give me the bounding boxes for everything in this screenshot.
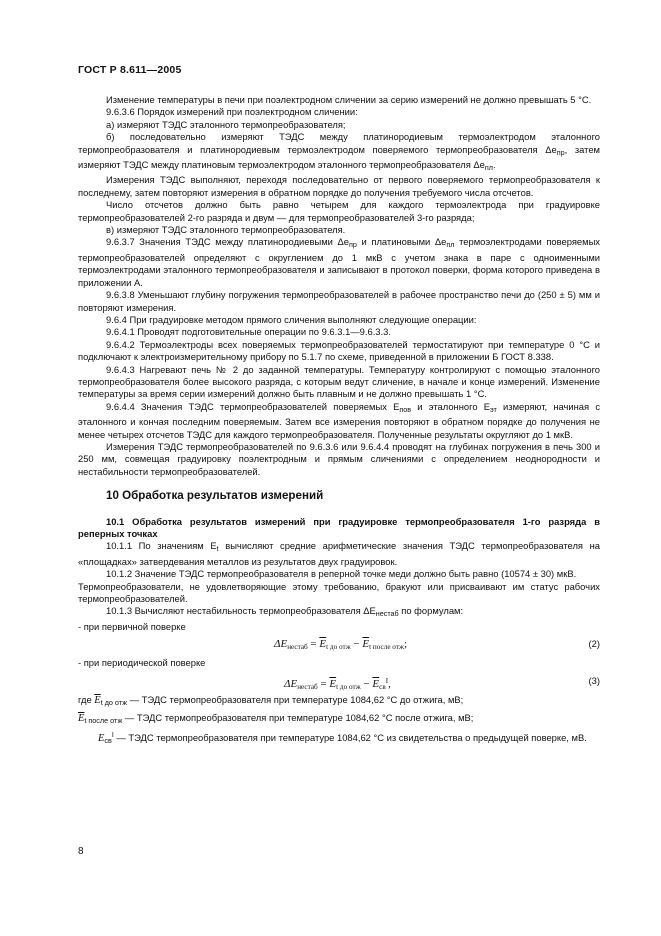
- paragraph: Число отсчетов должно быть равно четырем для каждого термоэлектрода при градуировке термопреобразователей 2-го разряда и двум — для термопреобразователей 3-го разряда;: [78, 199, 600, 223]
- paragraph: 10.1.2 Значение ТЭДС термопреобразователя в реперной точке меди должно быть равно (10574 ± 30) мкВ.: [106, 568, 577, 580]
- paragraph: 10.1.3 Вычисляют нестабильность термопреобразователя $\Delta E_{нестаб}$ по формулам:: [106, 605, 464, 619]
- where-item: где $\overline{E}_{t до отж}$ — ТЭДС термопреобразователя при температуре 1084,62 °С до отжига, мВ;: [78, 693, 464, 707]
- formula-number: (2): [588, 638, 600, 650]
- standard-header: ГОСТ Р 8.611—2005: [78, 64, 182, 76]
- paragraph: 9.6.3.6 Порядок измерений при поэлектродном сличении:: [106, 106, 358, 118]
- paragraph: 9.6.4.4 Значения ТЭДС термопреобразователей поверяемых $E_{пов}$ и эталонного $E_{эт}$ измеряют, начиная с эталонного и кончая последним поверяемым. Затем все измерения повторяют в обратном порядке до получения не менее четырех отсчетов ТЭДС для каждого термопреобразователя. Полученные результаты округляют до 1 мкВ.: [78, 400, 601, 440]
- list-item: а) измеряют ТЭДС эталонного термопреобразователя;: [106, 118, 346, 130]
- list-item: в) измеряют ТЭДС эталонного термопреобразователя.: [106, 224, 346, 236]
- where-item: $\overline{E}_{t после отж}$ — ТЭДС термопреобразователя при температуре 1084,62 °С после отжига, мВ;: [78, 712, 474, 726]
- list-item: - при периодической поверке: [78, 657, 206, 669]
- page-content: [78, 94, 600, 748]
- formula-expression: $\Delta E_{нестаб} = \overline{E}_{t до отж} - \overline{E}_{св}^I$,: [284, 676, 391, 691]
- paragraph: Термопреобразователи, не удовлетворяющие этому требованию, бракуют или присваивают им статус рабочих термопреобразователей.: [78, 580, 600, 605]
- section-heading: 10 Обработка результатов измерений: [106, 489, 324, 503]
- paragraph: 9.6.3.7 Значения ТЭДС между платинородиевыми $\Delta e_{пр}$ и платиновыми $\Delta e_{пл}$ термоэлектродами поверяемых термопреобразователей определяют с округлением до 1 мкВ с учетом знака в паре с одноименными термоэлектродами эталонного термопреобразователя и записывают в протокол поверки, форма которого приведена в приложении А.: [78, 236, 600, 288]
- list-item: - при первичной поверке: [78, 620, 186, 632]
- paragraph: 9.6.4.3 Нагревают печь № 2 до заданной температуры. Температуру контролируют с помощью эталонного термопреобразователя более высокого разряда, с которым ведут сличение, в начале и конце измерений. Изменение температуры за время серии измерений должно быть плавным и не должно превышать 1 °С.: [78, 363, 600, 400]
- paragraph: Изменение температуры в печи при поэлектродном сличении за серию измерений не должно превышать 5 °С.: [106, 94, 592, 105]
- paragraph: Измерения ТЭДС выполняют, переходя последовательно от первого поверяемого термопреобразователя к последнему, затем повторяют измерения в обратном порядке до получения требуемого числа отсчетов.: [78, 174, 600, 198]
- paragraph: 9.6.3.8 Уменьшают глубину погружения термопреобразователей в рабочее пространство печи до (250 ± 5) мм и повторяют измерения.: [78, 289, 600, 313]
- paragraph: 9.6.4.1 Проводят подготовительные операции по 9.6.3.1—9.6.3.3.: [106, 326, 391, 338]
- where-item: $E_{св}^I$ — ТЭДС термопреобразователя при температуре 1084,62 °С из свидетельства о предыдущей поверке, мВ.: [98, 732, 587, 746]
- formula-2: [78, 635, 600, 655]
- paragraph: 10.1.1 По значениям $E_t$ вычисляют средние арифметические значения ТЭДС термопреобразователя на «площадках» затвердевания металлов из результатов двух градуировок.: [78, 540, 600, 567]
- paragraph: 9.6.4 При градуировке методом прямого сличения выполняют следующие операции:: [106, 313, 477, 325]
- page-number: 8: [78, 846, 84, 857]
- subsection-heading: 10.1 Обработка результатов измерений при градуировке термопреобразователя 1-го разряда в реперных точках: [78, 515, 600, 539]
- formula-3: [78, 672, 600, 692]
- formula-expression: $\Delta E_{нестаб} = \overline{E}_{t до отж} - \overline{E}_{t после отж}$;: [274, 638, 408, 652]
- paragraph: Измерения ТЭДС термопреобразователей по 9.6.3.6 или 9.6.4.4 проводят на глубинах погружения в печь 300 и 250 мм, совмещая градуировку поэлектродным и прямым сличениями с определением неоднородности и нестабильности термопреобразователей.: [78, 440, 600, 477]
- paragraph: 9.6.4.2 Термоэлектроды всех поверяемых термопреобразователей термостатируют при температуре 0 °С и подключают к электроизмерительному прибору по 5.1.7 по схеме, приведенной в приложении Б ГОСТ 8.338.: [78, 338, 600, 363]
- list-item: б) последовательно измеряют ТЭДС между платинородиевым термоэлектродом эталонного термопреобразователя и платинородиевым термоэлектродом поверяемого термопреобразователя $\Delta e_{пр}$, затем измеряют ТЭДС между платиновым термоэлектродом эталонного термопреобразователя $\Delta e_{пл}$.: [78, 131, 600, 173]
- formula-number: (3): [588, 674, 600, 686]
